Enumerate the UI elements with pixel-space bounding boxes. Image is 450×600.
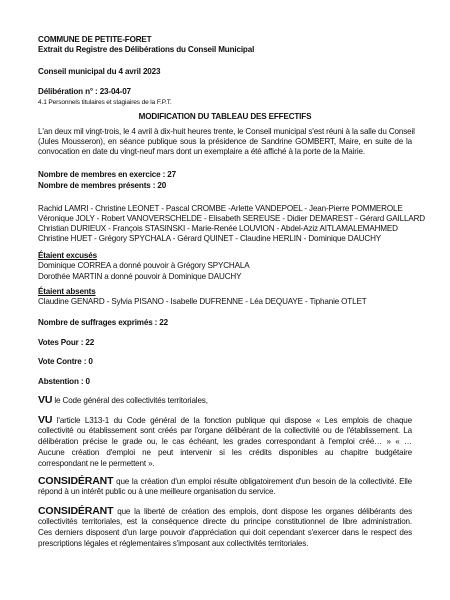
intro-line: (Jules Mousseron), en séance publique sous la présidence de Sandrine GOMBERT, Maire, en suite de la	[38, 137, 412, 146]
absent-line: Claudine GENARD - Sylvia PISANO - Isabelle DUFRENNE - Léa DEQUAYE - Tiphanie OTLET	[38, 297, 367, 306]
considerant-line: répond à un intérêt public ou à une meilleure organisation du service.	[38, 487, 276, 496]
vu-article-line: collectivité ou établissement sont créés par l'organe délibérant de la collectivité ou de l'établissement. La	[38, 426, 412, 435]
vu-text: le Code général des collectivités territoriales,	[52, 396, 208, 405]
intro-line: L'an deux mil vingt-trois, le 4 avril à dix-huit heures trente, le Conseil municipal s'est réuni à la salle du Conseil	[38, 127, 415, 136]
absent-heading: Étaient absents	[38, 287, 96, 296]
considerant-lead: CONSIDÉRANT	[38, 505, 114, 517]
document-title: MODIFICATION DU TABLEAU DES EFFECTIFS	[138, 112, 312, 121]
vu-general-code	[38, 395, 208, 406]
present-members-line: Véronique JOLY - Robert VANOVERSCHELDE - Elisabeth SEREUSE - Didier DEMAREST - Gérard GAILLARD	[38, 214, 425, 223]
vu-article-line: délibération précise le grade ou, le cas échéant, les grades correspondant à l'emploi créé… » « …	[38, 437, 412, 446]
deliberation-number: Délibération n° : 23-04-07	[38, 87, 131, 96]
present-members-line: Christine HUET - Grégory SPYCHALA - Gérard QUINET - Claudine HERLIN - Dominique DAUCHY	[38, 234, 382, 243]
vu-lead: VU	[38, 414, 53, 426]
deliberation-category: 4.1 Personnels titulaires et stagiaires de la F.P.T.	[38, 99, 172, 106]
council-date: Conseil municipal du 4 avril 2023	[38, 67, 161, 76]
votes-abstention: Abstention : 0	[38, 377, 90, 386]
excused-heading: Étaient excusés	[38, 251, 97, 260]
considerant-text: que la création d'un emploi résulte obligatoirement d'un besoin de la collectivité. Elle	[113, 477, 412, 486]
present-members-line: Christian DURIEUX - François STASINSKI - Marie-Renée LOUVION - Abdel-Aziz AITLAMALEMAHMED	[38, 224, 398, 233]
considerant-line: Ces derniers disposent d'un large pouvoir d'appréciation qui doit cependant s'exercer dans le respect des	[38, 528, 412, 537]
register-extract: Extrait du Registre des Délibérations du Conseil Municipal	[38, 45, 255, 54]
votes-expressed: Nombre de suffrages exprimés : 22	[38, 318, 168, 327]
excused-line: Dominique CORREA a donné pouvoir à Grégory SPYCHALA	[38, 261, 250, 270]
vu-article-line	[38, 415, 412, 426]
present-members-line: Rachid LAMRI - Christine LEONET - Pascal CROMBE -Arlette VANDEPOEL - Jean-Pierre POMMEROLE	[38, 204, 403, 213]
considerant-line: prescriptions légales et réglementaires s'imposant aux collectivités territoriales.	[38, 539, 309, 548]
vu-article-line: correspondant ne le permettent ».	[38, 459, 155, 468]
members-present: Nombre de membres présents : 20	[38, 181, 167, 190]
vu-article-line: Aucune création d'emploi ne peut intervenir si les crédits disponibles au chapitre budgétaire	[38, 448, 412, 457]
considerant-line: collectivités territoriales, est la conséquence directe du principe constitutionnel de libre administration.	[38, 517, 412, 526]
considerant-text: que la liberté de création des emplois, dont dispose les organes délibérants des	[113, 507, 412, 516]
vu-lead: VU	[38, 394, 53, 406]
excused-line: Dorothée MARTIN a donné pouvoir à Dominique DAUCHY	[38, 272, 242, 281]
members-in-office: Nombre de membres en exercice : 27	[38, 170, 176, 179]
considerant-lead: CONSIDÉRANT	[38, 475, 114, 487]
vu-article-text: l'article L313-1 du Code général de la fonction publique qui dispose « Les emplois de chaque	[52, 416, 412, 425]
votes-for: Votes Pour : 22	[38, 338, 95, 347]
considerant-line	[38, 476, 412, 487]
votes-against: Vote Contre : 0	[38, 357, 93, 366]
intro-line: convocation en date du vingt-neuf mars dont un exemplaire a été affiché à la porte de la Mairie.	[38, 147, 365, 156]
considerant-line	[38, 506, 412, 517]
commune-name: COMMUNE DE PETITE-FORET	[38, 35, 152, 44]
